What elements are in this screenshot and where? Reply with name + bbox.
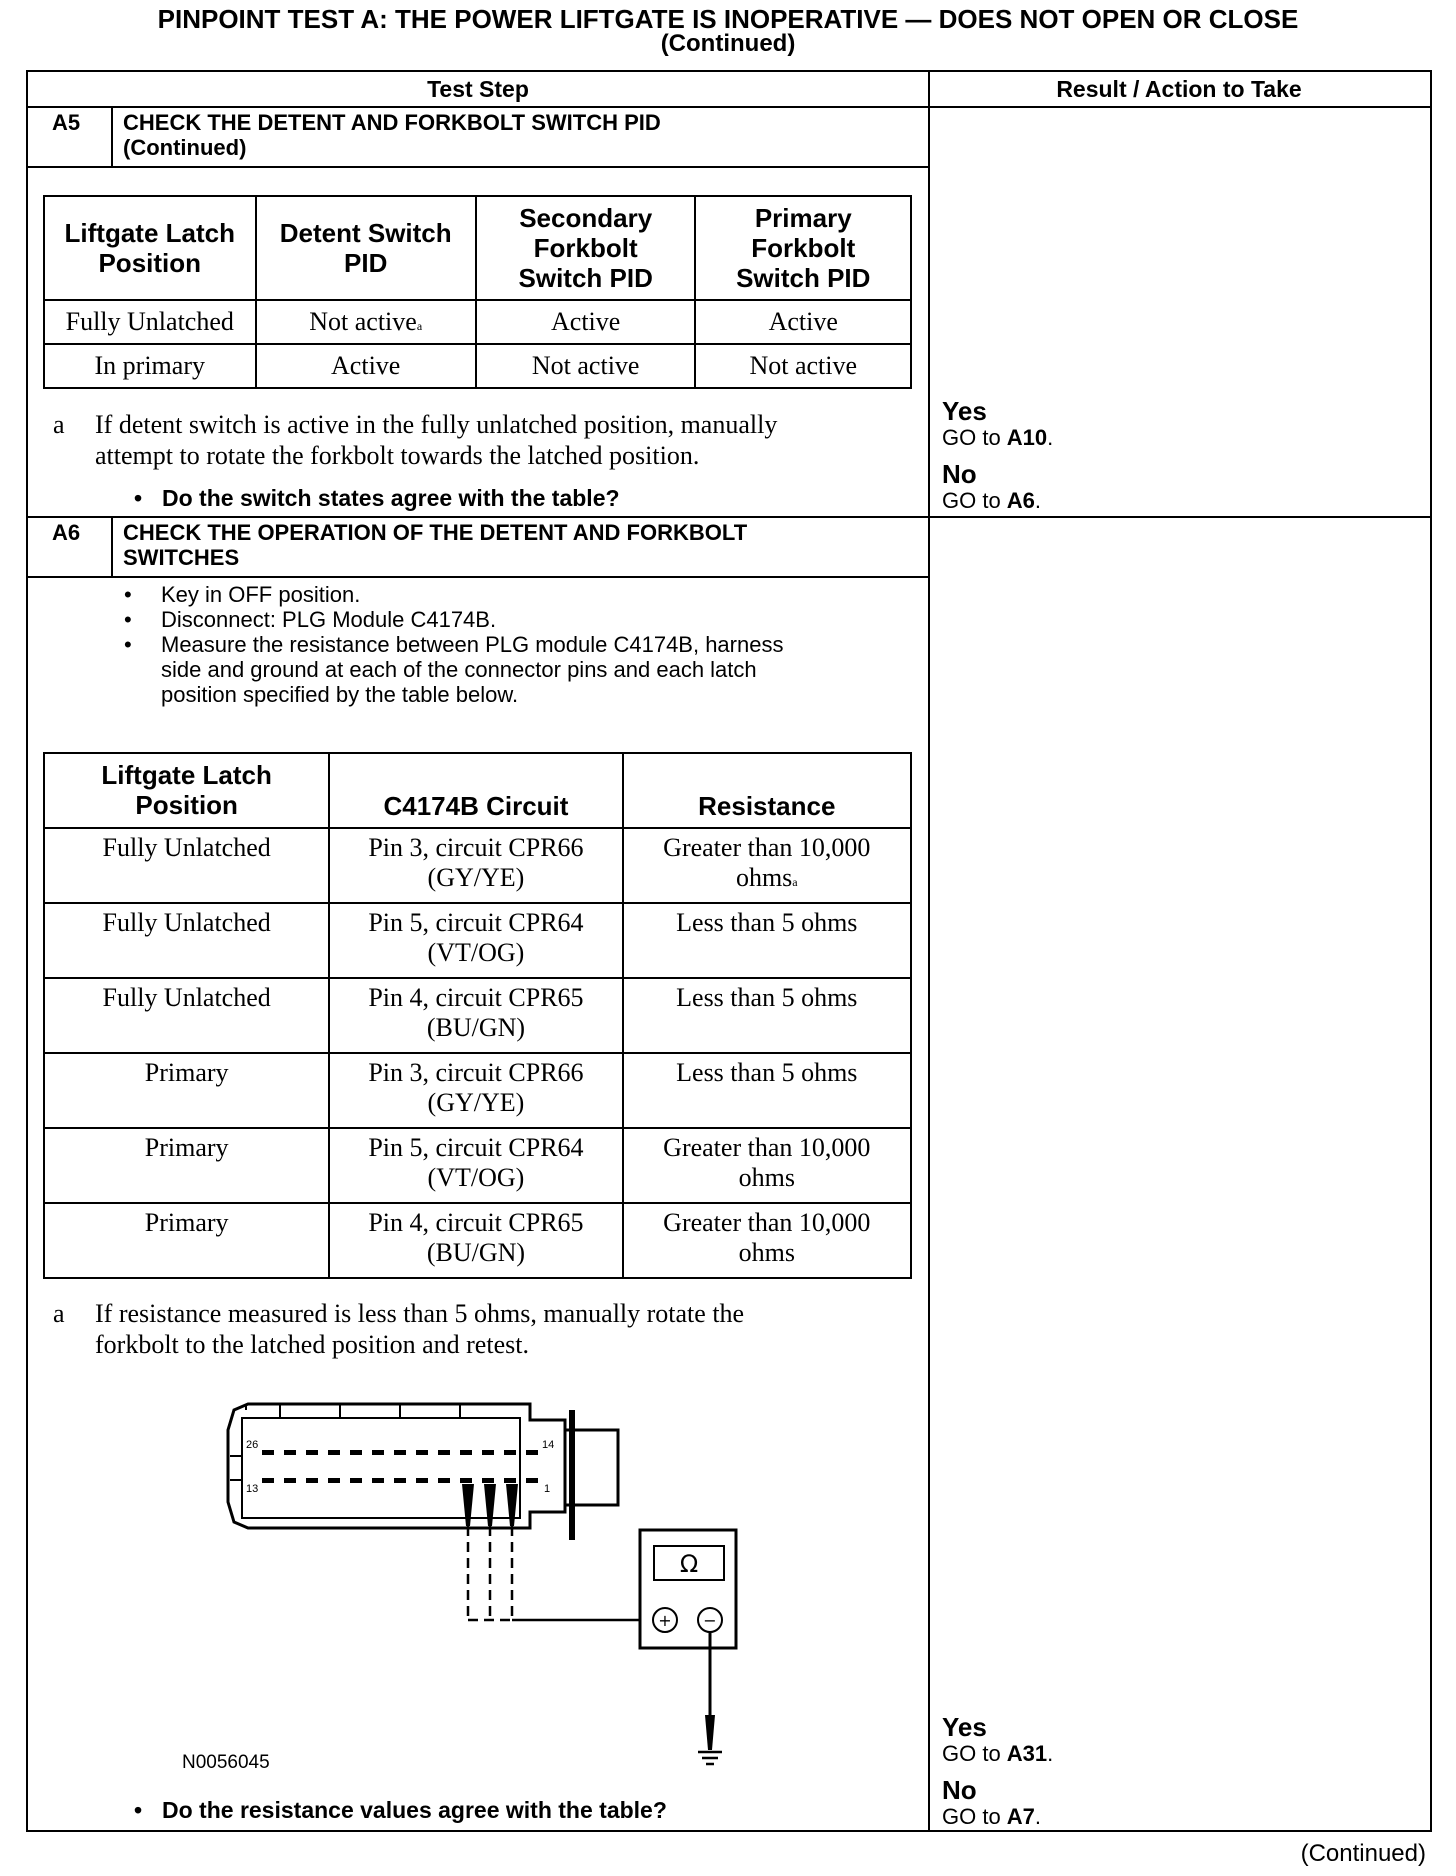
ohm-symbol: Ω [679, 1550, 699, 1578]
ground-lead [698, 1632, 722, 1764]
a5-footnote-label: a [53, 410, 65, 439]
a5-title-bottom-rule [26, 166, 930, 168]
table-row [44, 1128, 911, 1203]
table-cell: Pin 4, circuit CPR65 (BU/GN) [329, 978, 622, 1053]
table-cell: Less than 5 ohms [623, 978, 911, 1053]
footnote-mark: a [792, 875, 798, 889]
page-subtitle: (Continued) [660, 30, 796, 57]
a6-question: • Do the resistance values agree with the table? [134, 1797, 667, 1823]
a5-result-yes: Yes [942, 396, 987, 426]
pin-row-bottom [262, 1478, 538, 1483]
a6-title-line2: SWITCHES [123, 545, 240, 570]
a6-col-circuit: C4174B Circuit [329, 753, 622, 828]
table-cell: Not active [695, 344, 911, 388]
column-header-test-step: Test Step [427, 76, 529, 102]
probe-tips [462, 1484, 518, 1526]
pin-label-14: 14 [542, 1439, 555, 1451]
pin-label-26: 26 [246, 1439, 259, 1451]
probe-leads [468, 1526, 512, 1620]
table-cell: Primary [44, 1053, 329, 1128]
a6-result-no: No [942, 1775, 977, 1805]
bullet: • [134, 1797, 143, 1823]
table-cell: Pin 3, circuit CPR66 (GY/YE) [329, 828, 622, 903]
plus-terminal: + [658, 1611, 672, 1630]
connector-body [228, 1404, 618, 1540]
table-row [44, 344, 911, 388]
footer-continued: (Continued) [1300, 1840, 1426, 1867]
a5-footnote-text: If detent switch is active in the fully unlatched position, manually attempt to rotate the forkbolt towards the latched position. [95, 410, 778, 470]
a5-id-divider [111, 106, 113, 168]
a5-col-detent-switch: Detent Switch PID [256, 196, 476, 300]
table-cell: Pin 4, circuit CPR65 (BU/GN) [329, 1203, 622, 1278]
table-cell: Active [695, 300, 911, 344]
table-cell: Fully Unlatched [44, 903, 329, 978]
a5-yes-action: GO to A10. [942, 425, 1054, 450]
header-divider [26, 106, 1430, 108]
a5-title-line2: (Continued) [123, 135, 247, 160]
table-cell: Active [256, 344, 476, 388]
a6-result [942, 1713, 1053, 1829]
table-cell: Pin 3, circuit CPR66 (GY/YE) [329, 1053, 622, 1128]
a5-no-action: GO to A6. [942, 488, 1042, 513]
table-cell: Fully Unlatched [44, 828, 329, 903]
a6-top-rule [26, 516, 1430, 518]
table-row [44, 903, 911, 978]
a5-col-primary-forkbolt: Primary Forkbolt Switch PID [695, 196, 911, 300]
table-cell: In primary [44, 344, 256, 388]
a5-step-id: A5 [52, 110, 81, 135]
table-cell: Fully Unlatched [44, 300, 256, 344]
a6-no-action: GO to A7. [942, 1804, 1042, 1829]
list-item: • Key in OFF position. [124, 582, 361, 607]
a5-pid-table [43, 195, 912, 389]
a6-id-divider [111, 516, 113, 578]
page-title: PINPOINT TEST A: THE POWER LIFTGATE IS INOPERATIVE — DOES NOT OPEN OR CLOSE [157, 4, 1299, 34]
table-row [44, 1203, 911, 1278]
table-row [44, 300, 911, 344]
table-cell: Less than 5 ohms [623, 903, 911, 978]
a6-footnote-label: a [53, 1299, 65, 1328]
a6-col-latch-position: Liftgate Latch Position [44, 753, 329, 828]
a5-result [942, 397, 1053, 513]
a5-step-title [123, 110, 661, 160]
pin-label-13: 13 [246, 1483, 259, 1495]
table-cell: Greater than 10,000 ohms [623, 1203, 911, 1278]
a6-result-yes: Yes [942, 1712, 987, 1742]
bullet: • [134, 485, 143, 511]
a5-col-latch-position: Liftgate Latch Position [44, 196, 256, 300]
column-header-result: Result / Action to Take [1056, 76, 1302, 102]
a6-title-line1: CHECK THE OPERATION OF THE DETENT AND FORKBOLT [123, 520, 748, 545]
table-cell: Pin 5, circuit CPR64 (VT/OG) [329, 903, 622, 978]
pin-row-top [262, 1450, 538, 1455]
a6-footnote-text: If resistance measured is less than 5 ohms, manually rotate the forkbolt to the latched position and retest. [95, 1299, 745, 1359]
minus-terminal: − [703, 1611, 717, 1630]
ohmmeter [640, 1530, 736, 1648]
table-cell: Fully Unlatched [44, 978, 329, 1053]
footnote-mark: a [416, 319, 423, 333]
a5-col-secondary-forkbolt: Secondary Forkbolt Switch PID [476, 196, 696, 300]
figure-id: N0056045 [182, 1752, 270, 1773]
table-cell: Pin 5, circuit CPR64 (VT/OG) [329, 1128, 622, 1203]
list-item: • Measure the resistance between PLG module C4174B, harness side and ground at each of the connector pins and each latch position specified by the table below. [124, 632, 784, 707]
a6-col-resistance: Resistance [623, 753, 911, 828]
a6-step-id: A6 [52, 520, 81, 545]
list-item: • Disconnect: PLG Module C4174B. [124, 607, 497, 632]
table-cell: Primary [44, 1128, 329, 1203]
table-row [44, 978, 911, 1053]
table-row [44, 1053, 911, 1128]
table-cell: Not active$^a$ [256, 300, 476, 344]
table-cell: Less than 5 ohms [623, 1053, 911, 1128]
table-cell: Active [476, 300, 696, 344]
a6-yes-action: GO to A31. [942, 1741, 1054, 1766]
table-row [44, 828, 911, 903]
pin-label-1: 1 [544, 1483, 551, 1495]
table-cell: Greater than 10,000 ohms$^a$ [623, 828, 911, 903]
table-cell: Primary [44, 1203, 329, 1278]
connector-diagram [220, 1400, 750, 1780]
a6-instructions [28, 582, 908, 707]
a6-title-bottom-rule [26, 576, 930, 578]
column-divider [928, 70, 930, 1830]
a6-step-title [123, 520, 747, 570]
table-cell: Not active [476, 344, 696, 388]
a6-resistance-table [43, 752, 912, 1279]
a5-question: • Do the switch states agree with the table? [134, 485, 620, 511]
a5-result-no: No [942, 459, 977, 489]
table-cell: Greater than 10,000 ohms [623, 1128, 911, 1203]
a5-title-line1: CHECK THE DETENT AND FORKBOLT SWITCH PID [123, 110, 661, 135]
